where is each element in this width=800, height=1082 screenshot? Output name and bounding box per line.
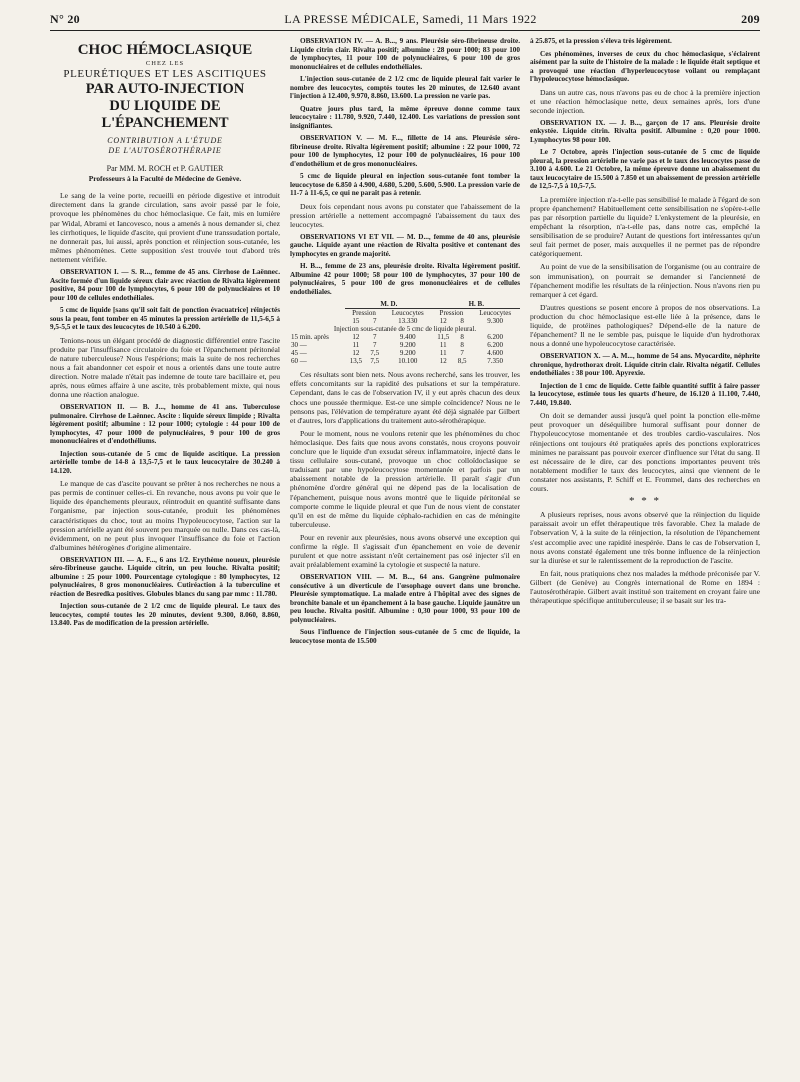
subtitle-line-1: CONTRIBUTION A L'ÉTUDE: [107, 136, 223, 146]
observation-8-continued: à 25.875, et la pression s'éleva très légèrement.: [530, 37, 672, 45]
observation-1-result: 5 cmc de liquide [sans qu'il soit fait de ponction évacuatrice] réinjectés sous la peau, font tomber en 45 minutes la pression artérielle de 11,5-6,5 à 9,5-5,5 et le taux des leucocytes de 10.540 à 6.200.: [50, 306, 280, 332]
affiliation: Professeurs à la Faculté de Médecine de Genève.: [88, 174, 242, 184]
table-row: 60 — 13,5 7,5 10.100 12 8,5 7.350: [291, 357, 504, 366]
journal-title: LA PRESSE MÉDICALE, Samedi, 11 Mars 1922: [284, 12, 537, 26]
paragraph: Dans un autre cas, nous n'avons pas eu de choc à la première injection et une réaction hémoclasique nette, deux semaines après, lors d'une seconde injection.: [530, 87, 760, 115]
paragraph: Pour en revenir aux pleurésies, nous avons observé une exception qui confirme la règle. Il s'agissait d'un épanchement en voie de devenir purulent et que notre assistant n'eût certainement pas osé injecter s'il en avait préalablement examiné la cytologie et suspecté la nature.: [290, 532, 520, 570]
paragraph: En fait, nous pratiquions chez nos malades la méthode préconisée par V. Gilbert (de Genève) au Congrès international de Rome en 1894 : l'autosérothérapie. Gilbert avait institué son traitement en croyant faire une thérapeutique spécifique antituberculeuse; il se basait sur les tra-: [530, 568, 760, 606]
observation-10-result: Injection de 1 cmc de liquide. Cette faible quantité suffit à faire passer la leucocytose, estimée tous les quarts d'heure, de 16.120 à 11.100, 7.440, 7.440, 19.840.: [530, 381, 760, 407]
columns: [50, 37, 760, 1077]
title-line-4: PAR AUTO-INJECTION: [85, 81, 245, 98]
paragraph: Ces résultats sont bien nets. Nous avons recherché, sans les trouver, les effets concomitants sur la rapidité des pulsations et sur la température. Cependant, dans le cas de l'observation IV, il y eut après chacun des deux chocs une poussée thermique. Est-ce une simple coïncidence? Nous ne le pensons pas, l'élévation de température ayant été déjà signalée par Gilbert et d'autres, lors d'applications du traitement auto-sérothérapique.: [290, 370, 520, 425]
paragraph: Deux fois cependant nous avons pu constater que l'abaissement de la pression artérielle a nettement accompagné l'abaissement du taux des leucocytes.: [290, 201, 520, 229]
column-3: [530, 37, 760, 1077]
page-number-right: 209: [741, 12, 760, 26]
observation-6-7-second: H. B..., femme de 23 ans, pleurésie droite. Rivalta légèrement positif. Albumine 42 pour 1000; 58 pour 100 de lymphocytes, 37 pour 100 de polynucléaires, 5 pour 100 de gros mononucléaires et de cellules endothéliales.: [290, 262, 520, 296]
title-line-2: CHEZ LES: [145, 60, 185, 67]
page-number-left: N° 20: [50, 12, 80, 26]
title-line-5: DU LIQUIDE DE L'ÉPANCHEMENT: [101, 98, 229, 132]
observation-5-result: 5 cmc de liquide pleural en injection sous-cutanée font tomber la leucocytose de 6.850 à 4.900, 4.680, 5.200, 5.600, 5.900. La pression varie de 11-7 à 11-6,5, ce qui ne paraît pas à retenir.: [290, 172, 520, 197]
observation-6-7: OBSERVATIONS VI ET VII. — M. D..., femme de 40 ans, pleurésie gauche. Liquide ayant une réaction de Rivalta positive et contenant des lymphocytes en grande majorité.: [290, 232, 520, 258]
paragraph: Le sang de la veine porte, recueilli en période digestive et introduit directement dans la grande circulation, sans avoir passé par le foie, provoque les phénomènes du choc hémoclasique. Ce fait, mis en lumière par Widal, Abrami et Iancovesco, nous a amenés à nous demander si, chez les cirrhotiques, le liquide d'ascite, qui provient d'une transsudation portale, ne donnerait pas, lui aussi, après ponction et réinjection sous-cutanée, les mêmes phénomènes. Cette supposition s'est trouvée tout d'abord très nettement vérifiée.: [50, 191, 280, 264]
observation-8-comment: Ces phénomènes, inverses de ceux du choc hémoclasique, s'éclairent aisément par la suite de l'histoire de la malade : le liquide était septique et a provoqué une réaction d'hyperleucocytose voilant ou remplaçant l'hypoleucocytose hémoclasique.: [530, 49, 760, 83]
paragraph: Le manque de cas d'ascite pouvant se prêter à nos recherches ne nous a pas permis de continuer celles-ci. En revanche, nous avons pu voir que le liquide des épanchements pleuraux, réintroduit en quantité suffisante dans l'organisme, par injection sous-cutanée, produit les phénomènes caractéristiques du choc, tout au moins l'hypoleucocytose, l'action sur la pression artérielle ayant été souvent peu marquée ou nulle. Dans ces cas-là, évidemment, on ne peut plus invoquer l'insuffisance du foie et l'action d'albumines hétérogènes d'origine alimentaire.: [50, 479, 280, 552]
paragraph: La première injection n'a-t-elle pas sensibilisé le malade à l'égard de son propre épanchement? Habituellement cette sensibilisation ne s'opère-t-elle pas par résorption partielle du liquide? L'enkystement de la pleurésie, en empêchant la résorption, n'a-t-elle pas, dans notre cas, empêché la sensibilisation de se produire? Autant de questions fort intéressantes qu'un seul fait permet de poser, mais auxquelles il ne permet pas de répondre catégoriquement.: [530, 194, 760, 259]
observation-9: OBSERVATION IX. — J. B..., garçon de 17 ans. Pleurésie droite enkystée. Liquide citrin. Rivalta positif. Albumine : 0,20 pour 1000. Lymphocytes 98 pour 100.: [530, 118, 760, 144]
article-title-block: [50, 41, 280, 183]
observation-4-result: L'injection sous-cutanée de 2 1/2 cmc de liquide pleural fait varier le nombre des leucocytes, comptés toutes les 20 minutes, de 12.640 avant l'injection à 12.400, 9.970, 8.860, 13.600. La pression ne varie pas.: [290, 75, 520, 100]
table-subheader-pression: Pression: [439, 309, 464, 318]
table-row: 30 — 11 7 9.200 11 8 6.200: [291, 341, 504, 350]
table-row: 15 7 13.330 12 8 9.300: [352, 317, 504, 326]
observation-1: OBSERVATION I. — S. R..., femme de 45 ans. Cirrhose de Laënnec. Ascite formée d'un liquide séreux clair avec réaction de Rivalta légèrement positive, 84 pour 100 de lymphocytes, 6 pour 100 de polynucléaires et 10 pour 100 de cellules endothéliales.: [50, 268, 280, 302]
observation-10: OBSERVATION X. — A. M..., homme de 54 ans. Myocardite, néphrite chronique, hydrothorax droit. Liquide citrin clair. Rivalta négatif. Cellules endothéliales : 38 pour 100. Apyrexie.: [530, 352, 760, 378]
running-header: [50, 12, 760, 31]
observation-2: OBSERVATION II. — B. J..., homme de 41 ans. Tuberculose pulmonaire. Cirrhose de Laënnec. Ascite : liquide séreux limpide ; Rivalta légèrement positif; albumine : 12 pour 1000; cytologie : 44 pour 100 de lymphocytes, 47 pour 1000 de polynucléaires, 9 pour 100 de gros mononucléaires et d'endothéliums.: [50, 403, 280, 446]
paragraph: A plusieurs reprises, nous avons observé que la réinjection du liquide paraissait avoir un effet thérapeutique très favorable. Chez la malade de l'observation V, à la suite de la réinjection, la résolution de l'épanchement s'est accomplie avec une rapidité inespérée. Dans le cas de l'observation I, nous avons constaté également une très bonne influence de la réinjection sur la diurèse et sur le ralentissement de la reproduction de l'ascite.: [530, 510, 760, 565]
authors: Par MM. M. ROCH et P. GAUTIER: [106, 164, 224, 174]
observation-4-repeat: Quatre jours plus tard, la même épreuve donne comme taux leucocytaire : 11.780, 9.920, 7.440, 12.400. Les variations de pression sont insignifiantes.: [290, 104, 520, 130]
table-header-md: M. D.: [345, 300, 432, 309]
observation-9-result: Le 7 Octobre, après l'injection sous-cutanée de 5 cmc de liquide pleural, la pression artérielle ne varie pas et le taux des leucocytes passe de 3.100 à 4.600. Le 21 Octobre, la même épreuve donne un abaissement du taux leucocytaire de 15.500 à 7.850 et un abaissement de pression artérielle de 12,5-7,5 à 10,5-7,5.: [530, 148, 760, 191]
paragraph: On doit se demander aussi jusqu'à quel point la ponction elle-même peut provoquer un déséquilibre humoral suffisant pour donner de l'hypoleucocytose momentanée et des troubles cardio-vasculaires. Nos réinjections ont toujours été pratiquées après des ponctions exploratrices minimes ne paraissant pas pouvoir exercer d'influence sur l'état du sang. Il est nécessaire de le dire, car des ponctions importantes peuvent très notablement modifier le taux des leucocytes, ainsi que viennent de le constater nos assistants, P. Schiff et E. Frommel, dans des recherches en cours.: [530, 411, 760, 494]
observation-4: OBSERVATION IV. — A. B..., 9 ans. Pleurésie séro-fibrineuse droite. Liquide citrin clair. Rivalta positif; albumine : 28 pour 1000; 83 pour 100 de lymphocytes, 11 pour 100 de polynucléaires, 6 pour 100 de gros mononucléaires et de cellules endothéliales.: [290, 37, 520, 71]
column-2: [290, 37, 520, 1077]
table-header-hb: H. B.: [433, 300, 520, 309]
subtitle-line-2: DE L'AUTOSÉROTHÉRAPIE: [108, 146, 222, 156]
table-row: 45 — 12 7,5 9.200 11 7 4.600: [291, 349, 504, 358]
observation-8-result: Sous l'influence de l'injection sous-cutanée de 5 cmc de liquide, la leucocytose monta de 15.500: [290, 628, 520, 645]
table-row: 15 min. après 12 7 9.400 11,5 8 6.200: [291, 333, 504, 342]
column-1: [50, 37, 280, 1077]
table-subheader-leucocytes: Leucocytes: [391, 309, 424, 318]
paragraph: D'autres questions se posent encore à propos de nos observations. La production du choc hémoclasique est-elle liée à la présence, dans le liquide, de protéines pathologiques? Dépend-elle de la nature de l'épanchement? Il ne le semble pas, puisque le liquide d'un hydrothorax nous a donné une hypoleucocytose caractérisée.: [530, 302, 760, 349]
table-note: Injection sous-cutanée de 5 cmc de liquide pleural.: [333, 325, 477, 334]
observation-8: OBSERVATION VIII. — M. B..., 64 ans. Gangrène pulmonaire consécutive à un diverticule de l'œsophage ouvert dans une bronche. Pleurésie symptomatique. La malade entre à l'hôpital avec des signes de bronchite banale et un épanchement à la base gauche. Liquide jaunâtre un peu louche. Rivalta positif. Albumine : 0,30 pour 1000, 93 pour 100 de polynucléaires.: [290, 573, 520, 624]
section-separator-asterisks: * * *: [629, 495, 661, 508]
paragraph: Pour le moment, nous ne voulons retenir que les phénomènes du choc hémoclasique. Des faits que nous avons constatés, nous croyons pouvoir conclure que le liquide d'un exsudat séreux inflammatoire, injecté dans le tissu cellulaire sous-cutané, provoque un choc colloïdoclasique se traduisant par une hypoleucocytose momentanée et parfois par un abaissement notable de la pression artérielle. Il paraît s'agir d'un phénomène d'ordre général qui ne dépend pas de la localisation de l'épanchement, puisque nous avons montré que le liquide péritonéal se comporte comme le liquide pleural et que l'un de nous vient de constater qu'il en est de même du liquide céphalo-rachidien en cas de méningite tuberculeuse.: [290, 428, 520, 529]
observation-3: OBSERVATION III. — A. F..., 6 ans 1/2. Erythème noueux, pleurésie séro-fibrineuse gauche. Liquide citrin, un peu louche. Rivalta positif; albumine : 25 pour 1000. Pourcentage cytologique : 80 lymphocytes, 12 polynucléaires, 8 gros mononucléaires. Cutiréaction à la tuberculine et réaction de Besredka positives. Globules blancs du sang par mmc : 11.780.: [50, 555, 280, 598]
title-line-3: PLEURÉTIQUES ET LES ASCITIQUES: [63, 68, 267, 81]
table-subheader-pression: Pression: [352, 309, 376, 318]
paragraph: Au point de vue de la sensibilisation de l'organisme (ou au contraire de son immunisation), on pourrait se demander si l'ancienneté de l'épanchement modifie les résultats de la réinjection. Nous n'avons rien pu remarquer à cet égard.: [530, 262, 760, 299]
table-subheader-leucocytes: Leucocytes: [479, 309, 512, 318]
pressure-leucocyte-table: [290, 300, 520, 365]
title-line-1: CHOC HÉMOCLASIQUE: [77, 42, 253, 58]
observation-2-result: Injection sous-cutanée de 5 cmc de liquide ascitique. La pression artérielle tombe de 14-8 à 13,5-7,5 et le taux leucocytaire de 30.240 à 14.120.: [50, 449, 280, 475]
observation-5: OBSERVATION V. — M. F..., fillette de 14 ans. Pleurésie séro-fibrineuse droite. Rivalta légèrement positif; albumine : 22 pour 1000, 72 pour 100 de lymphocytes, 12 pour 100 de polynucléaires, 16 pour 100 d'endothélium et de gros mononucléaires.: [290, 134, 520, 168]
paragraph: Tenions-nous un élégant procédé de diagnostic différentiel entre l'ascite produite par l'insuffisance circulatoire du foie et l'épanchement péritonéal de nature tuberculeuse? Nous l'espérions; mais la suite de nos recherches nous a fait abandonner cet espoir et nous a orientés dans une toute autre direction. Notre malade n'était pas indemne de toute tare bacillaire et, peu après, nous eûmes affaire à une ascite, très probablement mixte, qui nous donna une réaction analogue.: [50, 335, 280, 400]
observation-3-result: Injection sous-cutanée de 2 1/2 cmc de liquide pleural. Le taux des leucocytes, compté toutes les 20 minutes, devient 9.300, 8.060, 8.860, 13.840. Pas de modification de la pression artérielle.: [50, 602, 280, 628]
